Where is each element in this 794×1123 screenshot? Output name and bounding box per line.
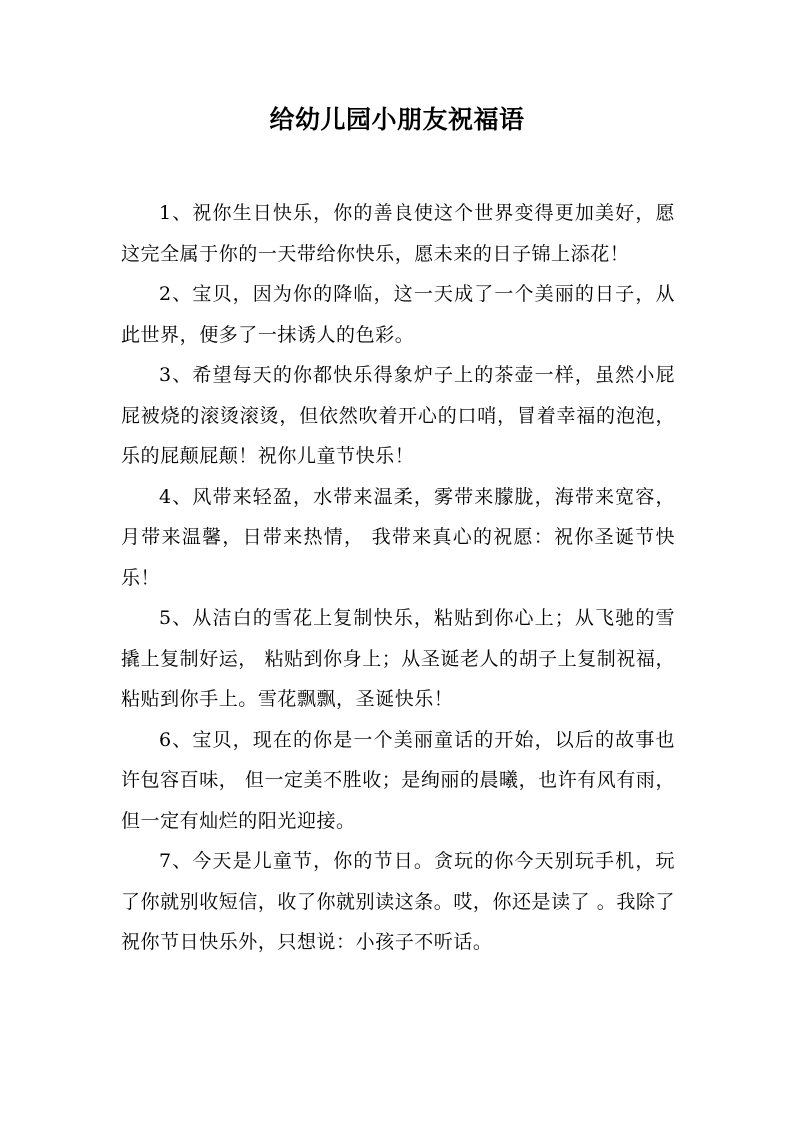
paragraph-1: 1、祝你生日快乐，你的善良使这个世界变得更加美好，愿这完全属于你的一天带给你快乐，愿未来的日子锦上添花！ (121, 202, 675, 265)
paragraph-2: 2、宝贝，因为你的降临，这一天成了一个美丽的日子，从此世界，便多了一抹诱人的色彩。 (121, 283, 675, 346)
paragraph-5: 5、从洁白的雪花上复制快乐，粘贴到你心上；从飞驰的雪撬上复制好运， 粘贴到你身上；从圣诞老人的胡子上复制祝福，粘贴到你手上。雪花飘飘，圣诞快乐！ (121, 607, 675, 710)
paragraph-7: 7、今天是儿童节，你的节日。贪玩的你今天别玩手机，玩了你就别收短信，收了你就别读这条。哎，你还是读了 。我除了祝你节日快乐外，只想说：小孩子不听话。 (121, 850, 675, 953)
paragraph-4: 4、风带来轻盈，水带来温柔，雾带来朦胧，海带来宽容，月带来温馨，日带来热情， 我带来真心的祝愿：祝你圣诞节快乐！ (121, 485, 675, 589)
document-body (121, 193, 675, 963)
page-title: 给幼儿园小朋友祝福语 (269, 105, 525, 134)
paragraph-6: 6、宝贝，现在的你是一个美丽童话的开始，以后的故事也许包容百味， 但一定美不胜收；是绚丽的晨曦，也许有风有雨，但一定有灿烂的阳光迎接。 (121, 728, 675, 832)
paragraph-3: 3、希望每天的你都快乐得象炉子上的茶壶一样，虽然小屁屁被烧的滚烫滚烫，但依然吹着开心的口哨，冒着幸福的泡泡，乐的屁颠屁颠！祝你儿童节快乐！ (121, 364, 675, 467)
